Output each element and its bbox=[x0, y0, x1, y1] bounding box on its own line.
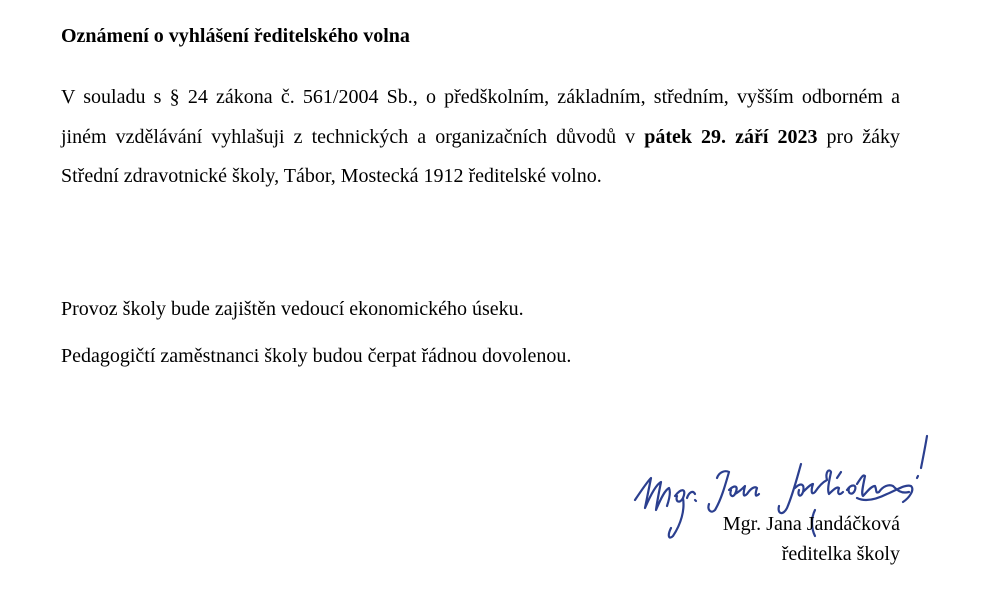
announcement-paragraph bbox=[61, 78, 900, 197]
paragraph-text-end: pro žáky Střední zdravotnické školy, Tábor, Mostecká 1912 ředitelské volno. bbox=[61, 125, 901, 187]
operations-note: Provoz školy bude zajištěn vedoucí ekonomického úseku. bbox=[61, 298, 524, 320]
paragraph-text-start: V souladu s § 24 zákona č. 561/2004 Sb., o předškolním, základním, středním, vyšším odborném a jiném vzdělávání vyhlašuji z technických a organizačních důvodů v bbox=[61, 86, 900, 148]
staff-note: Pedagogičtí zaměstnanci školy budou čerpat řádnou dovolenou. bbox=[61, 345, 572, 367]
signatory-name: Mgr. Jana Jandáčková bbox=[722, 513, 900, 535]
signatory-role: ředitelka školy bbox=[781, 543, 900, 565]
holiday-date: pátek 29. září 2023 bbox=[644, 125, 818, 148]
document-title: Oznámení o vyhlášení ředitelského volna bbox=[61, 25, 410, 47]
